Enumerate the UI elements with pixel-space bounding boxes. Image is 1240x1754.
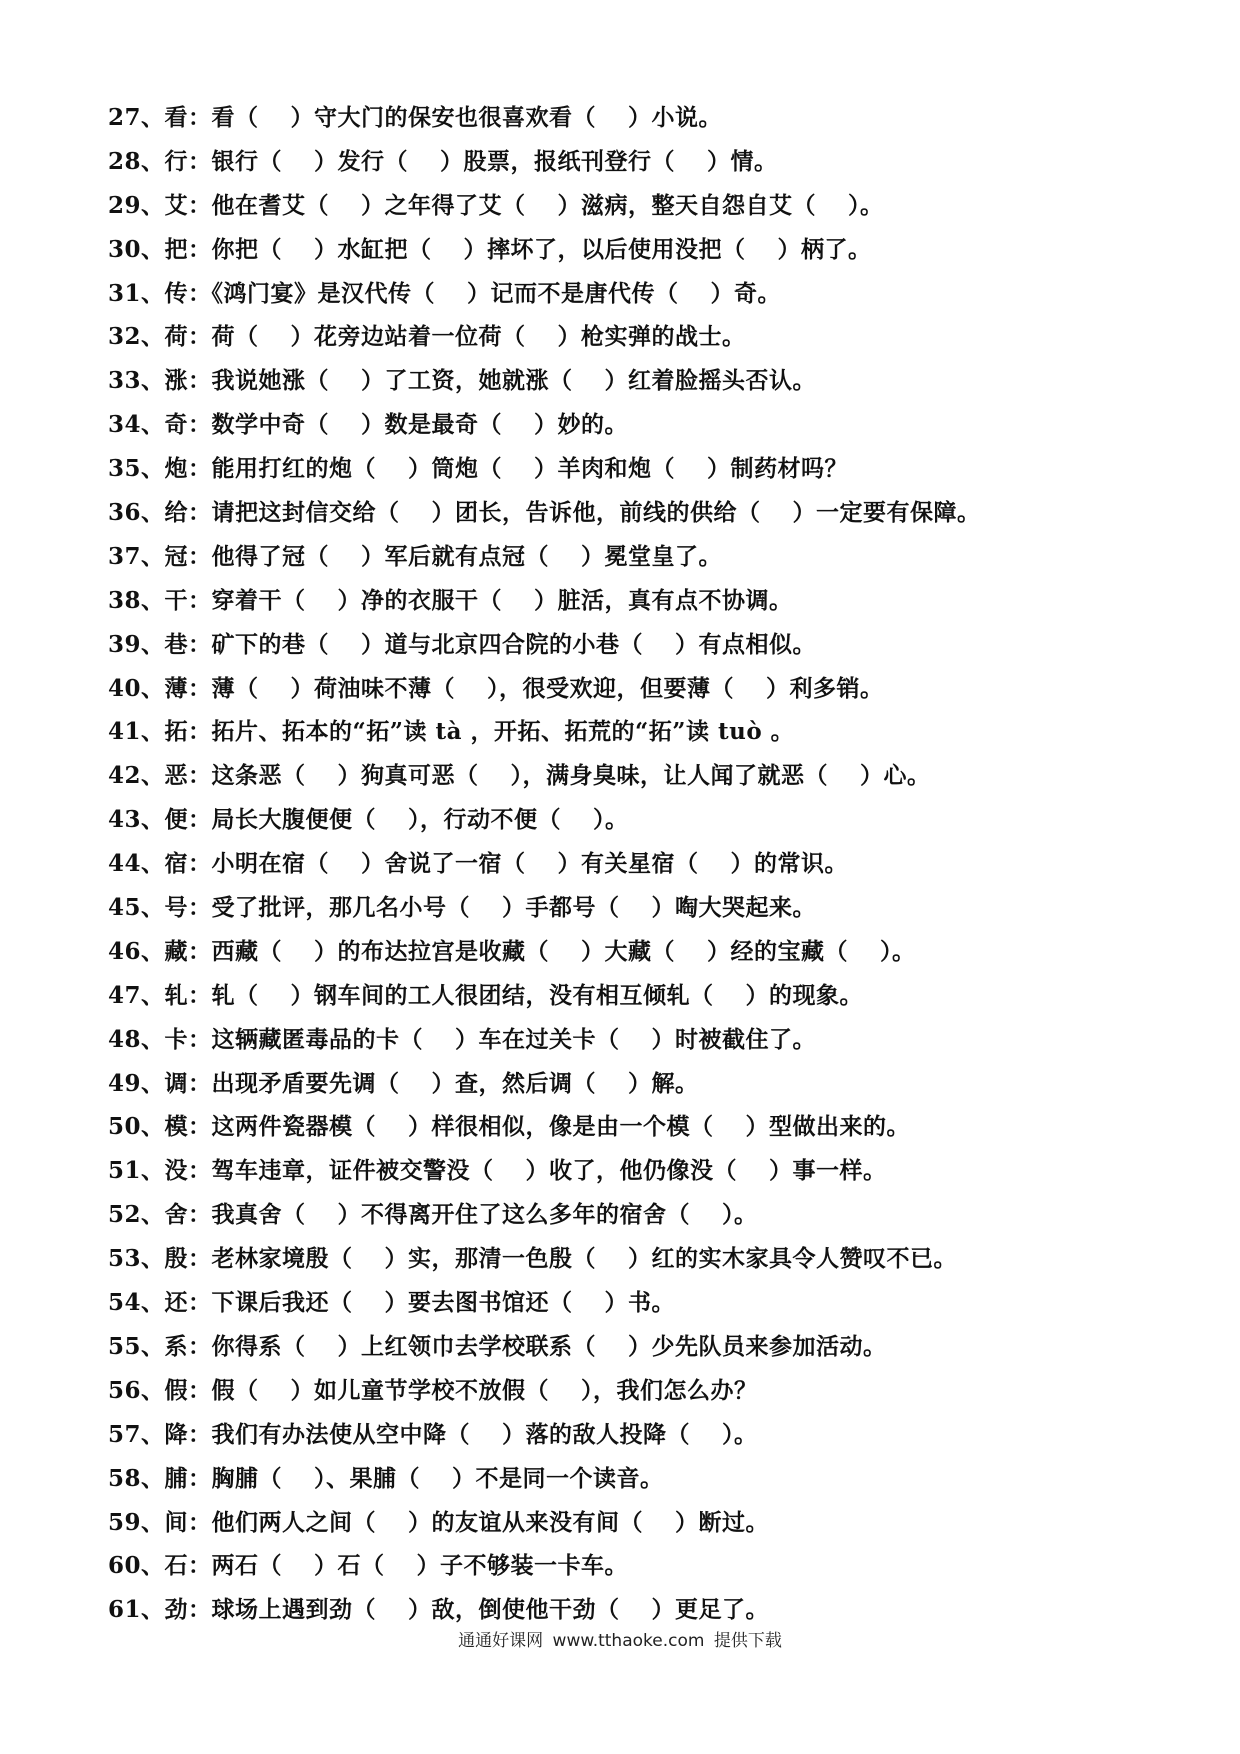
exercise-line: [108, 359, 1188, 403]
exercise-number: 43、: [108, 806, 165, 834]
exercise-line: [108, 623, 1188, 667]
exercise-text: 荷：荷（ ）花旁边站着一位荷（ ）枪实弹的战士。: [164, 323, 746, 351]
exercise-number: 59、: [108, 1508, 165, 1536]
exercise-number: 58、: [108, 1464, 165, 1492]
exercise-line: [108, 1457, 1188, 1501]
exercise-number: 35、: [108, 455, 165, 483]
exercise-line: [108, 1193, 1188, 1237]
exercise-number: 27、: [108, 104, 165, 131]
exercise-text: 冠：他得了冠（ ）军后就有点冠（ ）冕堂皇了。: [164, 542, 723, 570]
exercise-number: 41、: [108, 718, 165, 746]
exercise-line: [108, 1544, 1188, 1588]
exercise-number: 48、: [108, 1025, 165, 1053]
exercise-number: 38、: [108, 586, 165, 614]
exercise-line: [108, 1413, 1188, 1457]
exercise-line: [108, 667, 1188, 711]
exercise-number: 50、: [108, 1113, 165, 1141]
exercise-line: [108, 930, 1188, 974]
exercise-number: 32、: [108, 323, 165, 351]
exercise-number: 34、: [108, 411, 165, 439]
exercise-number: 60、: [108, 1552, 165, 1580]
exercise-text: 脯：胸脯（ ）、果脯（ ）不是同一个读音。: [164, 1464, 664, 1492]
exercise-text: 卡：这辆藏匿毒品的卡（ ）车在过关卡（ ）时被截住了。: [164, 1025, 817, 1053]
exercise-line: [108, 886, 1188, 930]
exercise-text: 号：受了批评，那几名小号（ ）手都号（ ）啕大哭起来。: [164, 894, 817, 922]
exercise-text: 石：两石（ ）石（ ）子不够装一卡车。: [164, 1552, 629, 1580]
exercise-line: [108, 710, 1188, 754]
exercise-number: 39、: [108, 630, 165, 658]
exercise-number: 56、: [108, 1376, 165, 1404]
exercise-number: 52、: [108, 1201, 165, 1229]
exercise-number: 37、: [108, 542, 165, 570]
exercise-text: 殷：老林家境殷（ ）实，那清一色殷（ ）红的实木家具令人赞叹不已。: [164, 1245, 958, 1273]
exercise-number: 55、: [108, 1332, 165, 1360]
exercise-text: 假：假（ ）如儿童节学校不放假（ ），我们怎么办？: [164, 1376, 758, 1404]
page-footer: 通通好课网 www.tthaoke.com 提供下载: [458, 1631, 782, 1651]
exercise-text: 拓：拓片、拓本的“拓”读 tà ，开拓、拓荒的“拓”读 tuò 。: [164, 718, 795, 746]
exercise-line: [108, 272, 1188, 316]
exercise-list: [108, 96, 1188, 1632]
exercise-text: 系：你得系（ ）上红领巾去学校联系（ ）少先队员来参加活动。: [164, 1332, 887, 1360]
exercise-text: 还：下课后我还（ ）要去图书馆还（ ）书。: [164, 1289, 676, 1317]
exercise-number: 33、: [108, 367, 165, 395]
exercise-line: [108, 1369, 1188, 1413]
exercise-line: [108, 1325, 1188, 1369]
exercise-line: [108, 1281, 1188, 1325]
exercise-number: 44、: [108, 850, 165, 878]
exercise-number: 45、: [108, 894, 165, 922]
exercise-line: [108, 491, 1188, 535]
exercise-number: 46、: [108, 937, 165, 965]
exercise-text: 模：这两件瓷器模（ ）样很相似，像是由一个模（ ）型做出来的。: [164, 1113, 911, 1141]
exercise-line: [108, 1237, 1188, 1281]
exercise-number: 29、: [108, 191, 165, 219]
exercise-text: 便：局长大腹便便（ ），行动不便（ ）。: [164, 806, 629, 834]
exercise-number: 30、: [108, 235, 165, 263]
exercise-text: 没：驾车违章，证件被交警没（ ）收了，他仍像没（ ）事一样。: [164, 1157, 887, 1185]
exercise-line: [108, 974, 1188, 1018]
exercise-text: 传：《鸿门宴》是汉代传（ ）记而不是唐代传（ ）奇。: [164, 279, 782, 307]
exercise-number: 49、: [108, 1069, 165, 1097]
exercise-text: 间：他们两人之间（ ）的友谊从来没有间（ ）断过。: [164, 1508, 770, 1536]
exercise-line: [108, 140, 1188, 184]
exercise-text: 炮：能用打红的炮（ ）筒炮（ ）羊肉和炮（ ）制药材吗？: [164, 455, 849, 483]
exercise-line: [108, 1018, 1188, 1062]
exercise-text: 舍：我真舍（ ）不得离开住了这么多年的宿舍（ ）。: [164, 1201, 758, 1229]
exercise-text: 巷：矿下的巷（ ）道与北京四合院的小巷（ ）有点相似。: [164, 630, 817, 658]
exercise-line: [108, 184, 1188, 228]
exercise-line: [108, 1149, 1188, 1193]
exercise-text: 宿：小明在宿（ ）舍说了一宿（ ）有关星宿（ ）的常识。: [164, 850, 849, 878]
exercise-text: 藏：西藏（ ）的布达拉宫是收藏（ ）大藏（ ）经的宝藏（ ）。: [164, 937, 916, 965]
exercise-line: [108, 1105, 1188, 1149]
exercise-text: 看：看（ ）守大门的保安也很喜欢看（ ）小说。: [164, 104, 723, 131]
exercise-text: 给：请把这封信交给（ ）团长，告诉他，前线的供给（ ）一定要有保障。: [164, 499, 981, 527]
exercise-number: 47、: [108, 981, 165, 1009]
exercise-line: [108, 535, 1188, 579]
exercise-text: 把：你把（ ）水缸把（ ）摔坏了，以后使用没把（ ）柄了。: [164, 235, 872, 263]
exercise-number: 51、: [108, 1157, 165, 1185]
exercise-line: [108, 447, 1188, 491]
exercise-text: 薄：薄（ ）荷油味不薄（ ），很受欢迎，但要薄（ ）利多销。: [164, 674, 884, 702]
exercise-text: 行：银行（ ）发行（ ）股票，报纸刊登行（ ）情。: [164, 147, 778, 175]
exercise-line: [108, 842, 1188, 886]
exercise-text: 劲：球场上遇到劲（ ）敌，倒使他干劲（ ）更足了。: [164, 1596, 770, 1624]
exercise-text: 轧：轧（ ）钢车间的工人很团结，没有相互倾轧（ ）的现象。: [164, 981, 864, 1009]
exercise-number: 31、: [108, 279, 165, 307]
exercise-text: 恶：这条恶（ ）狗真可恶（ ），满身臭味，让人闻了就恶（ ）心。: [164, 762, 931, 790]
exercise-line: [108, 1501, 1188, 1545]
exercise-line: [108, 403, 1188, 447]
exercise-number: 42、: [108, 762, 165, 790]
exercise-line: [108, 579, 1188, 623]
exercise-line: [108, 315, 1188, 359]
exercise-line: [108, 228, 1188, 272]
exercise-text: 降：我们有办法使从空中降（ ）落的敌人投降（ ）。: [164, 1420, 758, 1448]
exercise-number: 61、: [108, 1596, 165, 1624]
exercise-line: [108, 798, 1188, 842]
exercise-line: [108, 754, 1188, 798]
exercise-text: 调：出现矛盾要先调（ ）查，然后调（ ）解。: [164, 1069, 699, 1097]
exercise-number: 54、: [108, 1289, 165, 1317]
exercise-text: 奇：数学中奇（ ）数是最奇（ ）妙的。: [164, 411, 629, 439]
exercise-line: [108, 1062, 1188, 1106]
exercise-text: 干：穿着干（ ）净的衣服干（ ）脏活，真有点不协调。: [164, 586, 793, 614]
exercise-number: 57、: [108, 1420, 165, 1448]
exercise-number: 36、: [108, 499, 165, 527]
exercise-line: [108, 96, 1188, 140]
exercise-text: 涨：我说她涨（ ）了工资，她就涨（ ）红着脸摇头否认。: [164, 367, 817, 395]
exercise-number: 53、: [108, 1245, 165, 1273]
exercise-number: 28、: [108, 147, 165, 175]
exercise-number: 40、: [108, 674, 165, 702]
exercise-text: 艾：他在耆艾（ ）之年得了艾（ ）滋病，整天自怨自艾（ ）。: [164, 191, 884, 219]
